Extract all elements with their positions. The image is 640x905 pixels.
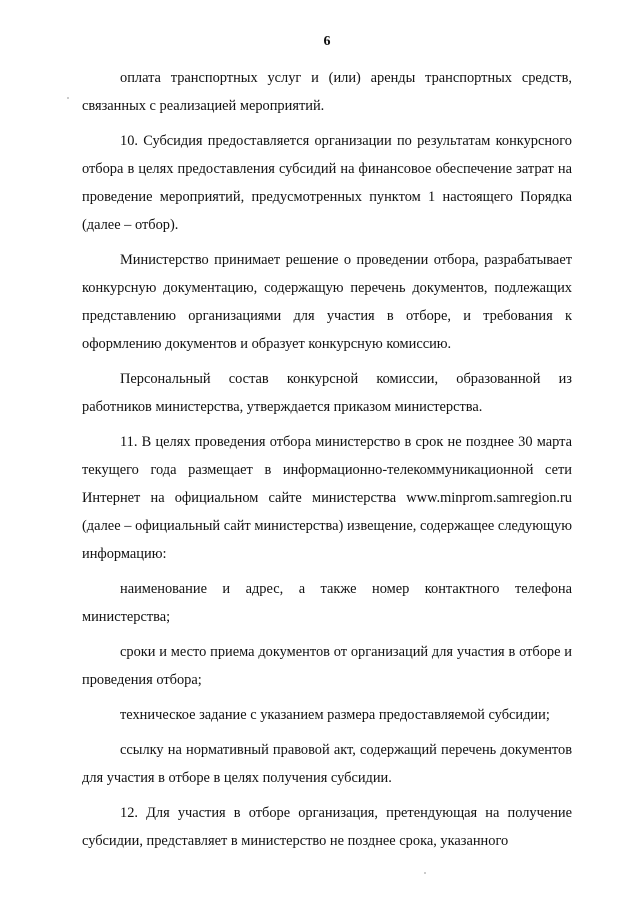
paragraph-ministry-decision: Министерство принимает решение о проведении отбора, разрабатывает конкурсную документацию, содержащую перечень документов, подлежащих представлению организациями для участия в отборе, и требования к оформлению документов и образует конкурсную комиссию.	[82, 252, 572, 352]
paragraph-legal-act-link: ссылку на нормативный правовой акт, содержащий перечень документов для участия в отборе в целях получения субсидии.	[82, 742, 572, 786]
paragraph-transport-costs: оплата транспортных услуг и (или) аренды транспортных средств, связанных с реализацией мероприятий.	[82, 70, 572, 114]
paragraph-10-subsidy: 10. Субсидия предоставляется организации по результатам конкурсного отбора в целях предоставления субсидий на финансовое обеспечение затрат на проведение мероприятий, предусмотренных пунктом 1 настоящего Порядка (далее – отбор).	[82, 133, 572, 233]
paragraph-deadlines-place: сроки и место приема документов от организаций для участия в отборе и проведения отбора;	[82, 644, 572, 688]
paragraph-technical-task: техническое задание с указанием размера предоставляемой субсидии;	[120, 707, 550, 723]
paragraph-12-participation: 12. Для участия в отборе организация, претендующая на получение субсидии, представляет в министерство не позднее срока, указанного	[82, 805, 572, 849]
paragraph-name-address: наименование и адрес, а также номер контактного телефона министерства;	[82, 581, 572, 625]
scan-speck	[424, 872, 426, 874]
page-number: 6	[323, 34, 331, 49]
paragraph-commission-composition: Персональный состав конкурсной комиссии, образованной из работников министерства, утверждается приказом министерства.	[82, 371, 572, 415]
scan-speck	[67, 97, 69, 99]
paragraph-11-notice: 11. В целях проведения отбора министерство в срок не позднее 30 марта текущего года размещает в информационно-телекоммуникационной сети Интернет на официальном сайте министерства www.minprom.samregion.ru (далее – официальный сайт министерства) извещение, содержащее следующую информацию:	[82, 434, 572, 562]
